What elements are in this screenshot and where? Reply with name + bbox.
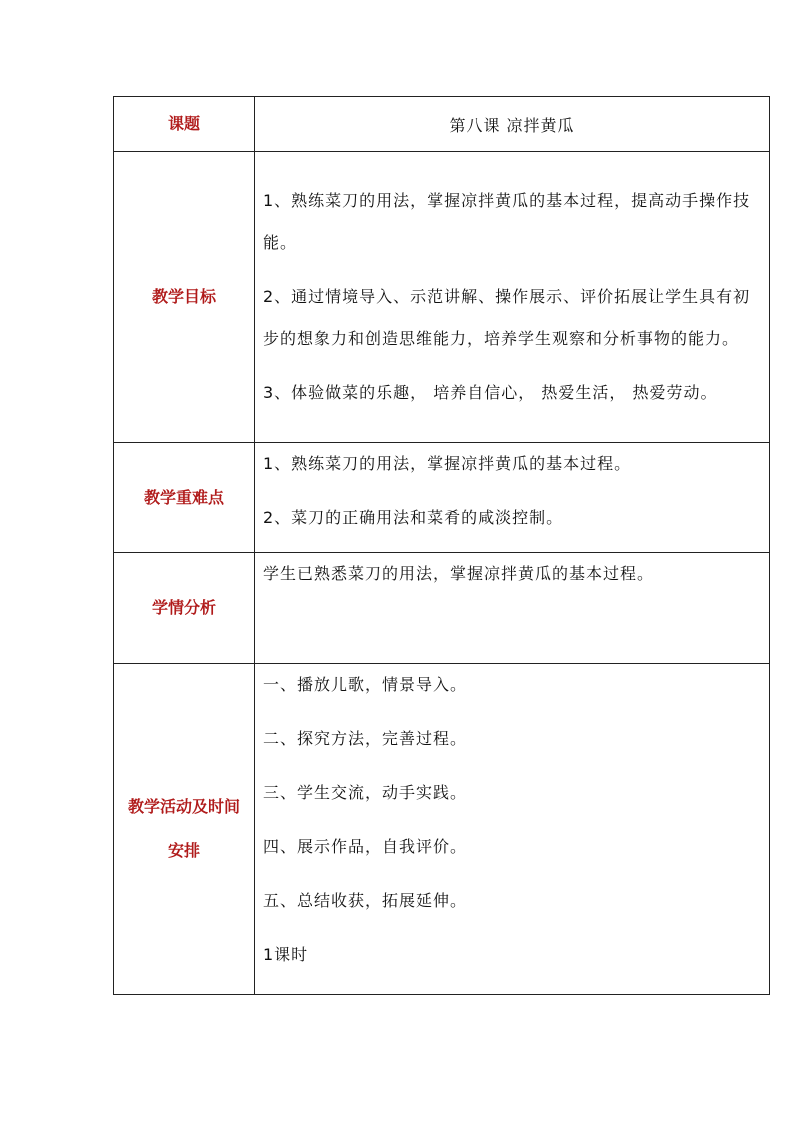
row-key-points <box>114 443 770 553</box>
row-analysis <box>114 553 770 664</box>
row-title <box>114 97 770 152</box>
objective-item-2: 2、通过情境导入、示范讲解、操作展示、评价拓展让学生具有初步的想象力和创造思维能力，培养学生观察和分析事物的能力。 <box>263 287 751 348</box>
label-title: 课题 <box>114 97 255 152</box>
label-activities <box>114 664 255 995</box>
row-objectives <box>114 152 770 443</box>
label-analysis: 学情分析 <box>114 553 255 664</box>
activities-label-text: 教学活动及时间安排 <box>127 797 240 860</box>
key-point-item-2: 2、菜刀的正确用法和菜肴的咸淡控制。 <box>263 508 564 527</box>
activity-item-5: 五、总结收获，拓展延伸。 <box>263 891 468 910</box>
activity-item-4: 四、展示作品，自我评价。 <box>263 837 468 856</box>
label-objectives: 教学目标 <box>114 152 255 443</box>
activities-content <box>255 664 770 995</box>
row-activities <box>114 664 770 995</box>
objective-item-1: 1、熟练菜刀的用法，掌握凉拌黄瓜的基本过程，提高动手操作技能。 <box>263 191 751 252</box>
objective-item-3: 3、体验做菜的乐趣， 培养自信心， 热爱生活， 热爱劳动。 <box>263 383 718 402</box>
objectives-content <box>255 152 770 443</box>
key-point-item-1: 1、熟练菜刀的用法，掌握凉拌黄瓜的基本过程。 <box>263 454 632 473</box>
lesson-plan-table <box>113 96 770 995</box>
lesson-title: 第八课 凉拌黄瓜 <box>255 97 770 152</box>
activity-item-1: 一、播放儿歌，情景导入。 <box>263 675 468 694</box>
key-points-content <box>255 443 770 553</box>
activity-item-2: 二、探究方法，完善过程。 <box>263 729 468 748</box>
analysis-text: 学生已熟悉菜刀的用法，掌握凉拌黄瓜的基本过程。 <box>263 564 655 583</box>
label-key-points: 教学重难点 <box>114 443 255 553</box>
class-hours: 1课时 <box>263 945 309 964</box>
activity-item-3: 三、学生交流，动手实践。 <box>263 783 468 802</box>
analysis-content <box>255 553 770 664</box>
